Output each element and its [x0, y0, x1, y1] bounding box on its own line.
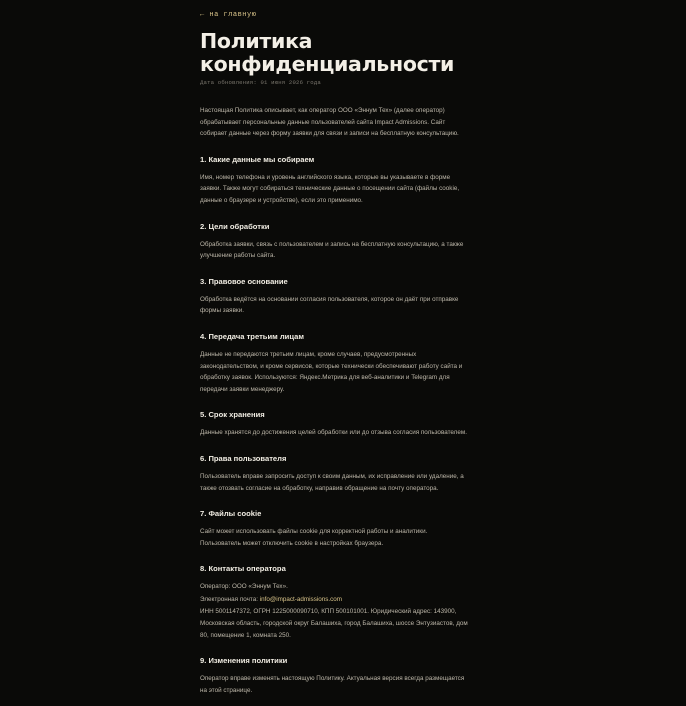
section-text: Данные не передаются третьим лицам, кроме случаев, предусмотренных законодательством, и кроме сервисов, которые технически обеспечивают работу сайта и обработку заявок. Используются: Яндекс.Метрика для веб-аналитики и Telegram для передачи заявки менеджеру.: [200, 350, 463, 393]
section-changes: [200, 656, 468, 696]
section-title: 6. Права пользователя: [200, 453, 287, 463]
section-third-parties: [200, 332, 468, 395]
section-retention: [200, 410, 468, 439]
section-text: Сайт может использовать файлы cookie для корректной работы и аналитики. Пользователь может отключить cookie в настройках браузера.: [200, 528, 428, 547]
operator-details: ИНН 5001147372, ОГРН 1225000090710, КПП 500101001. Юридический адрес: 143900, Московская область, городской округ Балашиха, город Балашиха, шоссе Энтузиастов, дом 80, помещение 1, комната 250.: [200, 608, 468, 639]
page-title: Политика конфиденциальности: [200, 29, 455, 76]
section-title: 8. Контакты оператора: [200, 564, 286, 574]
section-text: Пользователь вправе запросить доступ к своим данным, их исправление или удаление, а также отозвать согласие на обработку, направив обращение на почту оператора.: [200, 472, 464, 492]
policy-content: [200, 105, 468, 696]
section-legal-basis: [200, 277, 468, 317]
section-user-rights: [200, 454, 468, 494]
section-text: Имя, номер телефона и уровень английского языка, которые вы указываете в форме заявки. Также могут собираться технические данные о посещении сайта (файлы cookie, данные о браузере и устройстве), если это применимо.: [200, 173, 460, 204]
section-title: 4. Передача третьим лицам: [200, 331, 304, 341]
section-purposes: [200, 222, 468, 262]
updated-date: Дата обновления: 01 июня 2026 года: [200, 79, 321, 86]
back-home-link[interactable]: ← на главную: [200, 11, 257, 19]
section-title: 2. Цели обработки: [200, 221, 270, 231]
section-text: Данные хранятся до достижения целей обработки или до отзыва согласия пользователем.: [200, 429, 467, 437]
section-text: Обработка ведётся на основании согласия пользователя, которое он даёт при отправке формы заявки.: [200, 295, 459, 315]
operator-email-line: [200, 594, 468, 606]
section-title: 9. Изменения политики: [200, 656, 288, 666]
section-title: 7. Файлы cookie: [200, 509, 262, 519]
email-link[interactable]: info@impact-admissions.com: [259, 595, 343, 603]
section-text: Обработка заявки, связь с пользователем и запись на бесплатную консультацию, а также улучшение работы сайта.: [200, 240, 464, 260]
section-title: 1. Какие данные мы собираем: [200, 154, 315, 164]
section-contacts: [200, 564, 468, 641]
email-label: Электронная почта:: [200, 595, 260, 603]
section-cookies: [200, 509, 468, 549]
section-text: Оператор вправе изменять настоящую Политику. Актуальная версия всегда размещается на этой странице.: [200, 675, 465, 694]
section-title: 5. Срок хранения: [200, 410, 265, 420]
section-title: 3. Правовое основание: [200, 276, 288, 286]
operator-name: Оператор: ООО «Эннум Тех».: [200, 583, 288, 591]
intro-paragraph: Настоящая Политика описывает, как оператор ООО «Эннум Тех» (далее оператор) обрабатывает персональные данные пользователей сайта Impact Admissions. Сайт собирает данные через форму заявки для связи и записи на бесплатную консультацию.: [200, 107, 459, 138]
section-data-collected: [200, 155, 468, 207]
